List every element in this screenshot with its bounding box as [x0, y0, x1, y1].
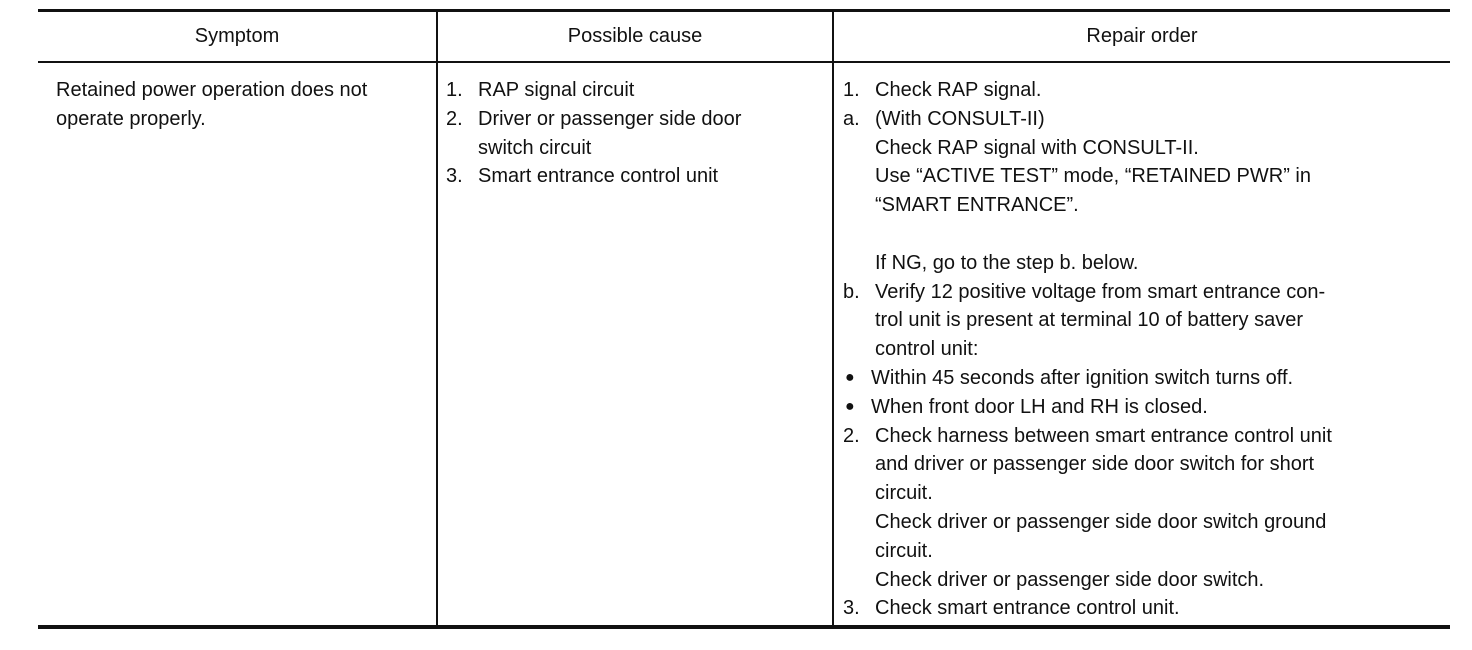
cause-number: 2. — [446, 107, 463, 130]
cause-text: Driver or passenger side door — [478, 107, 742, 130]
repair-line — [843, 566, 1443, 595]
symptom-line — [56, 105, 434, 134]
step-text: Check RAP signal. — [875, 79, 1042, 101]
symptom-cell — [56, 76, 434, 134]
cause-item — [446, 105, 830, 134]
step-number: 2. — [843, 424, 860, 447]
substep-letter: b. — [843, 280, 860, 303]
header-possible-cause: Possible cause — [567, 25, 703, 47]
symptom-text: operate properly. — [56, 107, 206, 130]
repair-bullet — [843, 393, 1443, 422]
step-text: If NG, go to the step b. below. — [875, 251, 1139, 274]
symptom-text: Retained power operation does not — [56, 79, 368, 101]
blank-line — [843, 220, 1443, 249]
step-text: Check RAP signal with CONSULT-II. — [875, 136, 1199, 159]
step-text: (With CONSULT-II) — [875, 107, 1045, 130]
bullet-icon: ● — [845, 397, 855, 415]
step-text: Check harness between smart entrance control unit — [875, 424, 1332, 447]
column-divider — [832, 12, 834, 625]
cause-item-continued — [446, 134, 830, 163]
step-text: Check driver or passenger side door switch. — [875, 568, 1265, 591]
step-text: circuit. — [875, 482, 933, 505]
repair-line — [843, 191, 1443, 220]
repair-step — [843, 76, 1443, 105]
repair-line — [843, 134, 1443, 163]
cause-item — [446, 162, 830, 191]
repair-bullet — [843, 364, 1443, 393]
bullet-text: When front door LH and RH is closed. — [871, 395, 1208, 418]
step-text: and driver or passenger side door switch for short — [875, 453, 1315, 476]
step-text: Check driver or passenger side door switch ground — [875, 510, 1327, 533]
substep-letter: a. — [843, 107, 860, 130]
possible-cause-cell — [446, 76, 830, 191]
repair-substep — [843, 105, 1443, 134]
header-symptom: Symptom — [194, 25, 280, 47]
repair-step — [843, 422, 1443, 451]
cause-number: 3. — [446, 165, 463, 188]
repair-substep — [843, 278, 1443, 307]
cause-text: RAP signal circuit — [478, 79, 635, 101]
repair-line — [843, 249, 1443, 278]
repair-line — [843, 508, 1443, 537]
bullet-icon: ● — [845, 368, 855, 386]
repair-line — [843, 479, 1443, 508]
step-text: circuit. — [875, 539, 933, 562]
repair-line — [843, 335, 1443, 364]
cause-text: Smart entrance control unit — [478, 165, 719, 188]
cause-item — [446, 76, 830, 105]
step-text: control unit: — [875, 338, 979, 361]
symptom-line — [56, 76, 434, 105]
bullet-text: Within 45 seconds after ignition switch turns off. — [871, 366, 1294, 389]
cause-text: switch circuit — [478, 136, 592, 159]
header-repair-order: Repair order — [1086, 25, 1198, 47]
repair-line — [843, 162, 1443, 191]
diagnosis-table — [38, 9, 1450, 629]
step-text: Check smart entrance control unit. — [875, 597, 1180, 620]
header-divider — [38, 61, 1450, 63]
step-text: trol unit is present at terminal 10 of battery saver — [875, 309, 1303, 332]
column-divider — [436, 12, 438, 625]
step-text: Use “ACTIVE TEST” mode, “RETAINED PWR” in — [875, 165, 1311, 188]
repair-line — [843, 450, 1443, 479]
repair-line — [843, 306, 1443, 335]
step-number: 1. — [843, 79, 860, 101]
repair-step — [843, 594, 1443, 623]
step-number: 3. — [843, 597, 860, 620]
step-text: Verify 12 positive voltage from smart entrance con- — [875, 280, 1326, 303]
cause-number: 1. — [446, 79, 463, 101]
repair-line — [843, 537, 1443, 566]
step-text: “SMART ENTRANCE”. — [875, 194, 1079, 217]
repair-order-cell — [843, 76, 1443, 623]
